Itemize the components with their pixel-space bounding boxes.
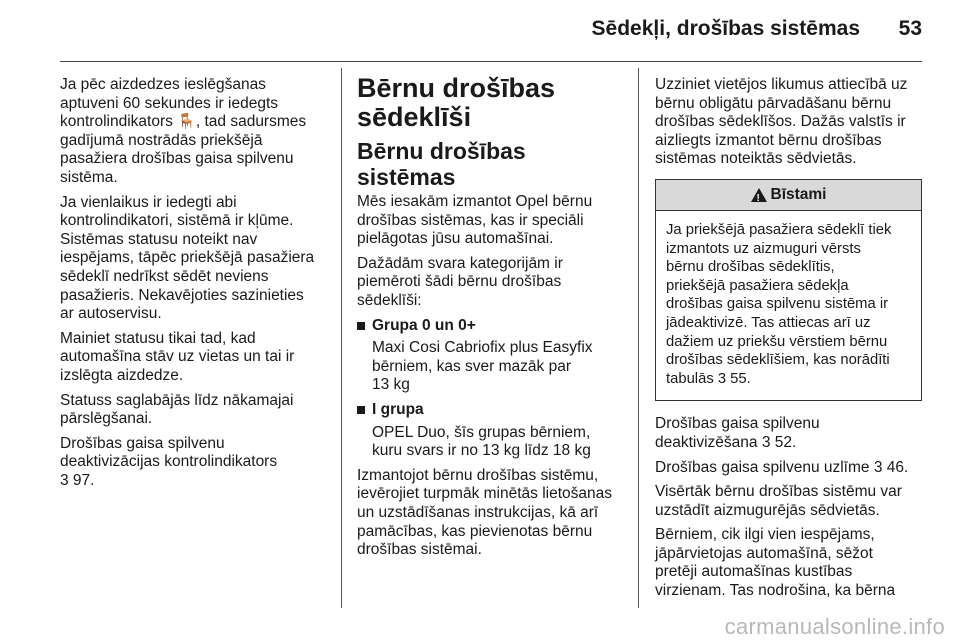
warning-title: Bīstami: [770, 185, 827, 203]
warning-triangle-icon: [751, 188, 767, 202]
paragraph: Dažādām svara kategorijām ir piemēroti šādi bērnu drošības sēdeklīši:: [357, 254, 563, 309]
header-title: Sēdekļi, drošības sistēmas: [591, 17, 860, 40]
paragraph: Visērtāk bērnu drošības sistēmu var uzstādīt aizmugurējās sēdvietās.: [655, 483, 902, 519]
paragraph: Uzziniet vietējos likumus attiecībā uz bērnu obligātu pārvadāšanu bērnu drošības sēdeklīšos. Dažās valstīs ir aizliegts izmantot bērnu drošības sistēmas noteiktās sēdvietās.: [655, 76, 908, 168]
paragraph: [655, 459, 922, 478]
column-divider: [638, 68, 639, 608]
warning-body: Ja priekšējā pasažiera sēdeklī tiek izmantots uz aizmuguri vērsts bērnu drošības sēdeklītis, priekšējā pasažiera sēdekļa drošības gaisa spilvenu sistēma ir jādeaktivizē. Tas attiecas arī uz dažiem uz priekšu vērstiem bērnu drošības sēdeklīšiem, kas norādīti tabulās 3 55.: [656, 211, 921, 400]
bullet-square-icon: [357, 322, 365, 330]
bullet-item: Grupa 0 un 0+: [357, 317, 627, 336]
page-reference[interactable]: 3 97.: [60, 471, 95, 489]
column-right: [655, 76, 922, 607]
paragraph: Statuss saglabājās līdz nākamajai pārslēgšanai.: [60, 391, 294, 428]
child-seat-icon: 🪑: [177, 113, 196, 131]
watermark: carmanualsonline.info: [724, 614, 945, 639]
header-rule: [60, 61, 922, 62]
bullet-square-icon: [357, 406, 365, 414]
bullet-text: OPEL Duo, šīs grupas bērniem, kuru svars ir no 13 kg līdz 18 kg: [372, 423, 591, 460]
paragraph: Ja pēc aizdedzes ieslēgšanas aptuveni 60 sekundes ir iedegts kontrolindikators 🪑, tad sadursmes gadījumā nostrādās priekšējā pasažiera drošības gaisa spilvenu sistēma.: [60, 76, 307, 186]
column-divider: [341, 68, 342, 608]
paragraph: Drošības gaisa spilvenu deaktivizācijas kontrolindikators 3 97.: [60, 435, 330, 491]
paragraph: Mainiet statusu tikai tad, kad automašīna stāv uz vietas un tai ir izslēgta aizdedze.: [60, 329, 295, 384]
bullet-text: Maxi Cosi Cabriofix plus Easyfix bērniem, kas sver mazāk par 13 kg: [372, 339, 593, 394]
page-reference[interactable]: tabulās 3 55.: [666, 370, 751, 387]
column-left: [60, 76, 330, 496]
subsection-heading: Bērnu drošības sistēmas: [357, 138, 526, 190]
paragraph: Bērniem, cik ilgi vien iespējams, jāpārvietojas automašīnā, sēžot pretēji automašīnas kustības virzienam. Tas nodrošina, ka bērna: [655, 526, 896, 600]
page-reference[interactable]: Drošības gaisa spilvenu uzlīme 3 46.: [655, 458, 909, 476]
bullet-item: I grupa: [357, 401, 627, 420]
page-number: 53: [898, 17, 922, 40]
paragraph: Mēs iesakām izmantot Opel bērnu drošības sistēmas, kas ir speciāli pielāgotas jūsu automašīnai.: [357, 193, 593, 248]
section-heading: Bērnu drošības sēdeklīši: [357, 73, 556, 132]
warning-header: [656, 180, 921, 211]
paragraph: Izmantojot bērnu drošības sistēmu, ievērojiet turpmāk minētās lietošanas un uzstādīšanas instrukcijas, kā arī pamācības, kas pievienotas bērnu drošības sistēmai.: [357, 466, 613, 559]
page-reference[interactable]: deaktivizēšana 3 52.: [655, 433, 797, 451]
column-middle: [357, 73, 627, 566]
paragraph: Drošības gaisa spilvenu deaktivizēšana 3 52.: [655, 415, 922, 452]
warning-box: [655, 179, 922, 401]
paragraph: Ja vienlaikus ir iedegti abi kontrolindikatori, sistēmā ir kļūme. Sistēmas statusu noteikt nav iespējams, tāpēc priekšējā pasažiera sēdeklī nedrīkst sēdēt neviens pasažieris. Nekavējoties sazinieties ar autoservisu.: [60, 193, 315, 323]
